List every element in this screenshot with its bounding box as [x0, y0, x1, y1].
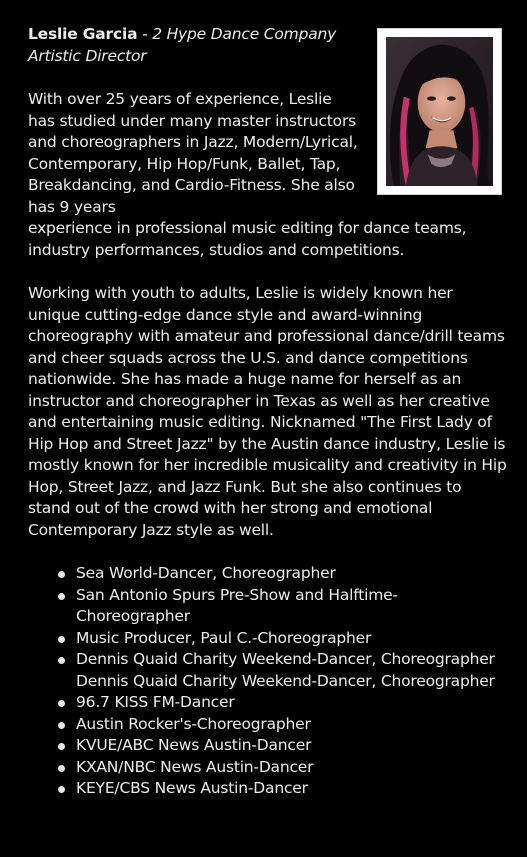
person-name: Leslie Garcia	[28, 25, 138, 43]
list-item: KXAN/NBC News Austin-Dancer	[76, 757, 496, 779]
bio-paragraph-1-rest: experience in professional music editing for dance teams, industry performances, studios and competitions.	[28, 219, 467, 259]
list-item: KVUE/ABC News Austin-Dancer	[76, 735, 496, 757]
bio-paragraph-2: Working with youth to adults, Leslie is widely known her unique cutting-edge dance style and award-winning choreography with amateur and professional dance/drill teams and cheer squads across the U.S. and dance competitions nationwide. She has made a huge name for herself as an instructor and choreographer in Texas as well as her creative and entertaining music editing. Nicknamed "The First Lady of Hip Hop and Street Jazz" by the Austin dance industry, Leslie is mostly known for her incredible musicality and creativity in Hip Hop, Street Jazz, and Jazz Funk. But she also continues to stand out of the crowd with her strong and emotional Contemporary Jazz style as well.	[28, 284, 507, 539]
list-item: 96.7 KISS FM-Dancer	[76, 692, 496, 714]
title-separator: -	[137, 25, 153, 43]
list-item: Sea World-Dancer, Choreographer	[76, 563, 496, 585]
profile-header	[28, 24, 368, 67]
job-title: Artistic Director	[28, 46, 147, 65]
list-item: KEYE/CBS News Austin-Dancer	[76, 778, 496, 800]
company-name: 2 Hype Dance Company	[152, 25, 337, 43]
list-item: Dennis Quaid Charity Weekend-Dancer, Choreographer Dennis Quaid Charity Weekend-Dancer, Choreographer	[76, 649, 496, 692]
bio-paragraph-1	[28, 89, 508, 261]
list-item: San Antonio Spurs Pre-Show and Halftime-Choreographer	[76, 585, 496, 628]
credits-list	[28, 563, 508, 800]
list-item: Music Producer, Paul C.-Choreographer	[76, 628, 496, 650]
bio-paragraph-1-intro: With over 25 years of experience, Leslie has studied under many master instructors and choreographers in Jazz, Modern/Lyrical, Contemporary, Hip Hop/Funk, Ballet, Tap, Breakdancing, and Cardio-Fitness. She also has 9 years	[28, 90, 358, 216]
list-item: Austin Rocker's-Choreographer	[76, 714, 496, 736]
bio-content	[28, 24, 508, 800]
